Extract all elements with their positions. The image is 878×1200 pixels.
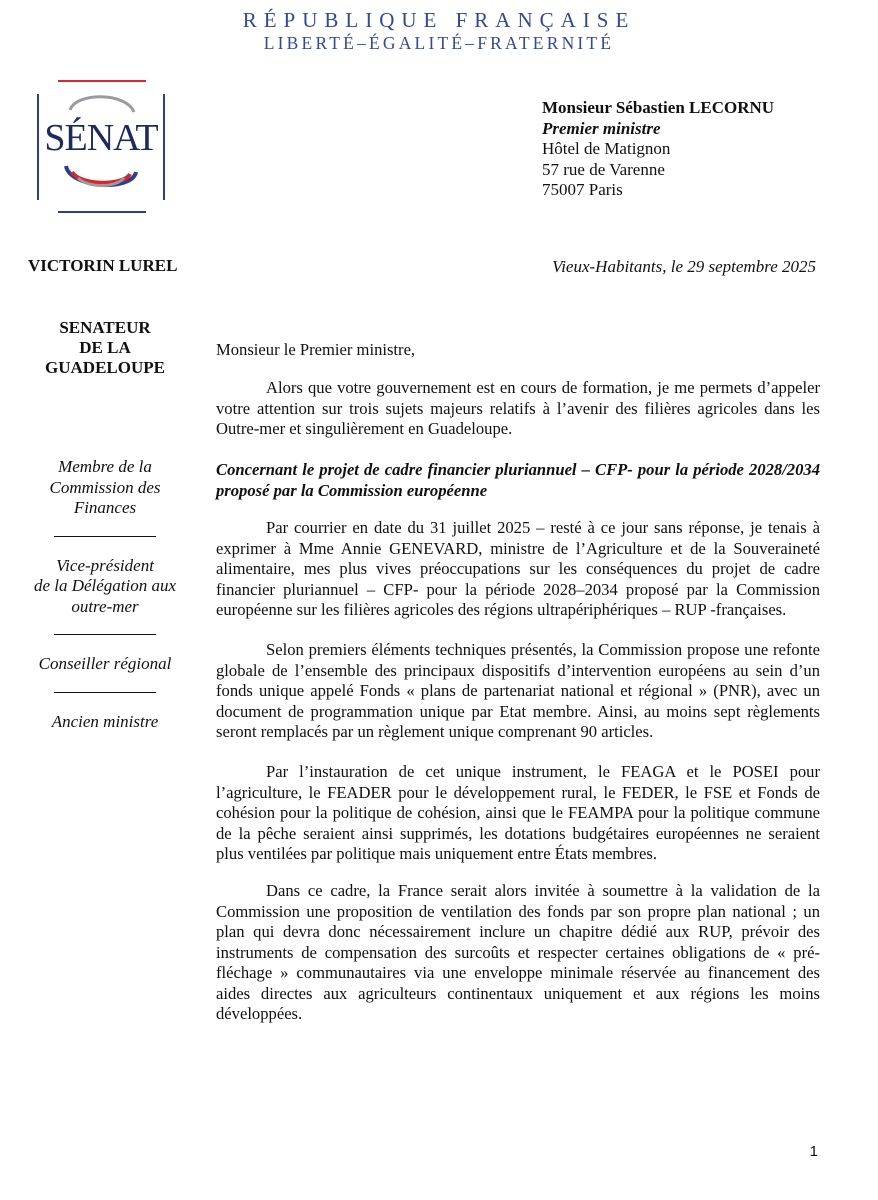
senat-logo-text: SÉNAT: [44, 117, 158, 159]
sidebar-item-line: de la Délégation aux: [33, 576, 177, 595]
letter-paragraph: Dans ce cadre, la France serait alors invitée à soumettre à la validation de la Commission une proposition de ventilation des fonds par son propre plan national ; un plan qui devra donc nécessairement inclure un chapitre dédié aux RUP, prévoir des instruments de compensation des surcoûts et respecter certaines obligations de « pré-fléchage » communautaires via une enveloppe minimale réservée au financement des aides directes aux agriculteurs continentaux uniquement et aux régions les moins développées.: [216, 881, 820, 1023]
republic-motto: LIBERTÉ–ÉGALITÉ–FRATERNITÉ: [263, 33, 615, 53]
sender-sidebar: [20, 318, 190, 732]
place-date: Vieux-Habitants, le 29 septembre 2025: [552, 257, 816, 276]
section-heading: Concernant le projet de cadre financier pluriannuel – CFP- pour la période 2028/2034 proposé par la Commission européenne: [216, 460, 820, 500]
republic-title: RÉPUBLIQUE FRANÇAISE: [242, 8, 636, 32]
senat-logo: [36, 80, 166, 214]
republic-header: [0, 8, 878, 54]
recipient-name: Monsieur Sébastien LECORNU: [542, 98, 775, 117]
recipient-address-line: 75007 Paris: [542, 180, 623, 199]
letter-paragraph: Par l’instauration de cet unique instrument, le FEAGA et le POSEI pour l’agriculture, le FEADER pour le développement rural, le FEDER, le FSE et Fonds de cohésion pour la politique de cohésion, ainsi que le FEAMPA pour la politique commune de la pêche seraient ainsi supprimés, les dotations budgétaires européennes ne seraient plus ventilées par politique mais uniquement entre États membres.: [216, 762, 820, 863]
recipient-address-line: Hôtel de Matignon: [542, 139, 671, 158]
sidebar-item-line: Commission des: [49, 477, 161, 497]
recipient-title: Premier ministre: [542, 118, 661, 138]
sidebar-item-line: Ancien ministre: [51, 711, 159, 731]
sidebar-item-line: Vice-président: [56, 555, 154, 575]
sender-name: VICTORIN LUREL: [28, 256, 178, 275]
letter-salutation: Monsieur le Premier ministre,: [216, 340, 416, 359]
recipient-address-line: 57 rue de Varenne: [542, 159, 665, 179]
sidebar-role-line: SENATEUR: [59, 318, 151, 337]
sidebar-item-line: Conseiller régional: [38, 654, 172, 673]
sidebar-role-line: DE LA: [79, 338, 131, 357]
letter-intro: Alors que votre gouvernement est en cours de formation, je me permets d’appeler votre attention sur trois sujets majeurs relatifs à l’avenir des filières agricoles dans les Outre-mer et singulièrement en Guadeloupe.: [216, 378, 820, 438]
sidebar-item-line: Finances: [73, 498, 137, 517]
sidebar-role-line: GUADELOUPE: [45, 358, 165, 377]
page-number: 1: [809, 1143, 818, 1160]
sidebar-item-line: outre-mer: [71, 596, 139, 616]
sidebar-item-line: Membre de la: [58, 457, 152, 476]
recipient-block: [542, 98, 774, 201]
letter-paragraph: Selon premiers éléments techniques présentés, la Commission propose une refonte globale de l’ensemble des principaux dispositifs d’intervention européens au sein d’un fonds unique appelé Fonds « plans de partenariat national et régional » (PNR), avec un document de programmation unique par Etat membre. Ainsi, au moins sept règlements seront remplacés par un règlement unique comprenant 90 articles.: [216, 640, 820, 741]
letter-paragraph: Par courrier en date du 31 juillet 2025 – resté à ce jour sans réponse, je tenais à exprimer à Mme Annie GENEVARD, ministre de l’Agriculture et de la Souveraineté alimentaire, mes plus vives préoccupations sur les conséquences du projet de cadre financier pluriannuel – CFP- pour la période 2028–2034 proposé par la Commission européenne sur les filières agricoles des régions ultrapériphériques – RUP -françaises.: [216, 518, 820, 619]
